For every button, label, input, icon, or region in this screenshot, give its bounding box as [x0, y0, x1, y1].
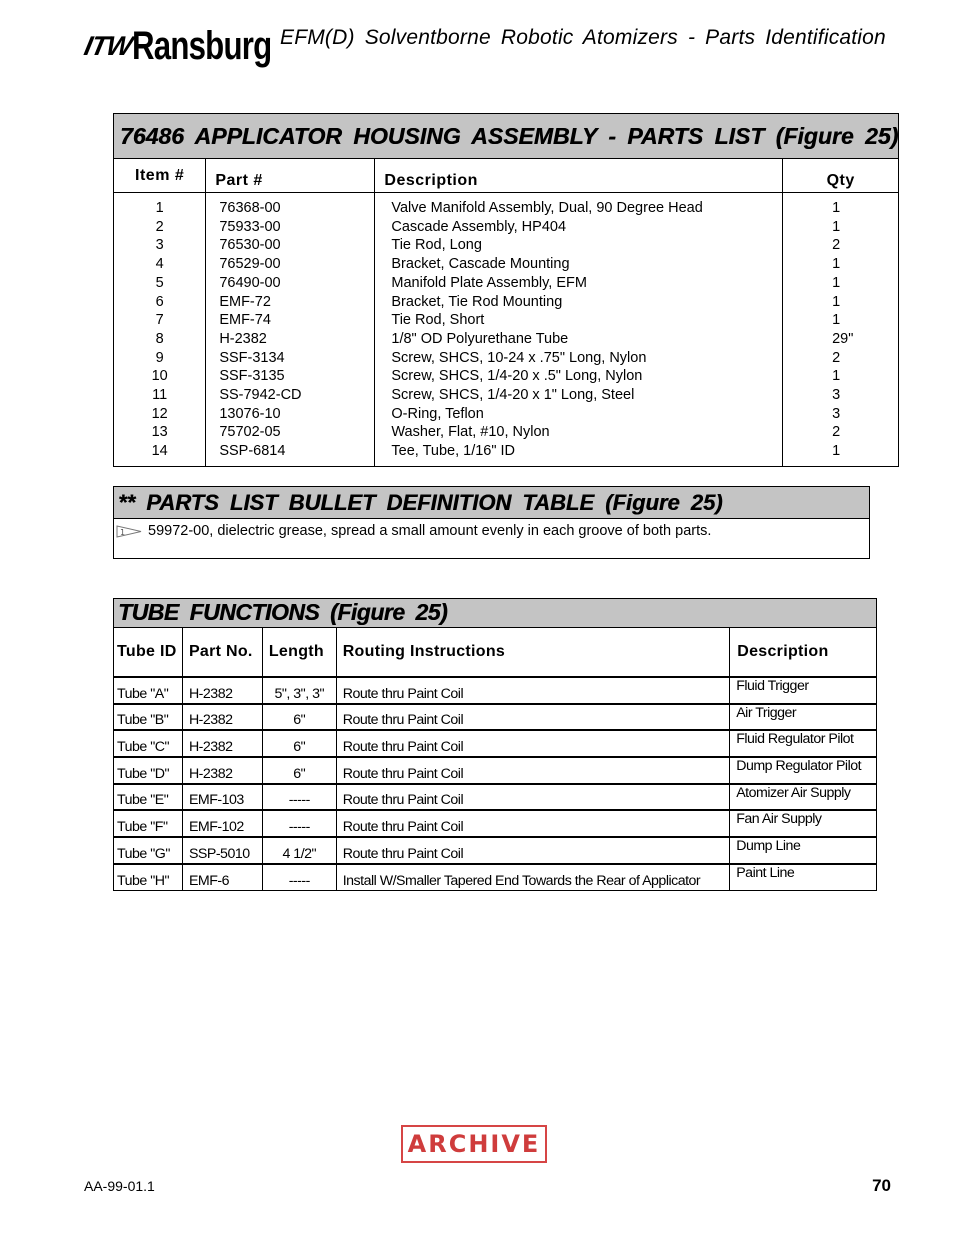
item-number: 12: [114, 405, 206, 424]
table-row: [114, 757, 877, 784]
table-row: [114, 293, 899, 312]
part-number: EMF-72: [206, 293, 375, 312]
table-row: [114, 442, 899, 466]
table-row: [114, 730, 877, 757]
bullet-note-row: [114, 519, 870, 559]
routing-instruction: Route thru Paint Coil: [336, 757, 730, 784]
logo-name: Ransburg: [132, 24, 272, 68]
quantity: 1: [832, 200, 841, 216]
routing-instruction: Route thru Paint Coil: [336, 837, 730, 864]
tube-length: 6": [262, 704, 336, 731]
part-number: 76530-00: [206, 236, 375, 255]
table-row: [114, 423, 899, 442]
item-number: 10: [114, 367, 206, 386]
quantity: 1: [832, 218, 841, 235]
parts-list-table: [113, 113, 899, 467]
quantity: 2: [832, 349, 841, 366]
part-description: O-Ring, Teflon: [375, 405, 783, 424]
part-number: 76529-00: [206, 255, 375, 274]
table-row: [114, 367, 899, 386]
part-description: Tie Rod, Long: [375, 236, 783, 255]
item-number: 4: [114, 255, 206, 274]
quantity: 1: [832, 312, 841, 329]
part-description: Bracket, Tie Rod Mounting: [375, 293, 783, 312]
quantity: 1: [832, 368, 841, 385]
table-row: [114, 864, 877, 890]
column-header-part: Part #: [206, 159, 375, 193]
tube-part-number: H-2382: [182, 730, 262, 757]
part-description: Washer, Flat, #10, Nylon: [375, 423, 783, 442]
part-number: SS-7942-CD: [206, 386, 375, 405]
routing-instruction: Route thru Paint Coil: [336, 677, 730, 704]
column-header-qty: Qty: [783, 159, 899, 193]
item-number: 11: [114, 386, 206, 405]
bullet-definition-table: [113, 486, 870, 559]
part-number: EMF-74: [206, 311, 375, 330]
tube-id: Tube "C": [114, 730, 183, 757]
quantity: 1: [832, 256, 841, 273]
part-description: Screw, SHCS, 10-24 x .75" Long, Nylon: [375, 349, 783, 368]
routing-instruction: Route thru Paint Coil: [336, 784, 730, 811]
quantity: 29": [832, 330, 854, 347]
tube-part-number: EMF-102: [182, 810, 262, 837]
bullet-table-title: ** PARTS LIST BULLET DEFINITION TABLE (Figure 25): [114, 487, 870, 519]
table-row: [114, 784, 877, 811]
item-number: 13: [114, 423, 206, 442]
tube-length: 4 1/2": [262, 837, 336, 864]
tube-id: Tube "F": [114, 810, 183, 837]
part-number: H-2382: [206, 330, 375, 349]
column-header-routing: Routing Instructions: [336, 628, 730, 678]
routing-instruction: Route thru Paint Coil: [336, 810, 730, 837]
item-number: 8: [114, 330, 206, 349]
tube-id: Tube "D": [114, 757, 183, 784]
quantity: 2: [832, 424, 841, 441]
tube-length: -----: [262, 864, 336, 890]
routing-instruction: Install W/Smaller Tapered End Towards the Rear of Applicator: [336, 864, 730, 890]
quantity: 1: [832, 293, 841, 310]
part-description: Screw, SHCS, 1/4-20 x .5" Long, Nylon: [375, 367, 783, 386]
table-row: [114, 236, 899, 255]
table-row: [114, 311, 899, 330]
item-number: 6: [114, 293, 206, 312]
item-number: 2: [114, 218, 206, 237]
item-number: 1: [114, 193, 206, 218]
document-title: EFM(D) Solventborne Robotic Atomizers - Parts Identification: [280, 26, 886, 49]
column-header-part-no: Part No.: [182, 628, 262, 678]
quantity: 1: [832, 443, 841, 460]
tube-id: Tube "E": [114, 784, 183, 811]
quantity: 3: [832, 405, 841, 422]
table-row: [114, 405, 899, 424]
tube-functions-title: TUBE FUNCTIONS (Figure 25): [114, 599, 877, 628]
tube-description: Fluid Trigger: [730, 677, 877, 704]
part-description: Manifold Plate Assembly, EFM: [375, 274, 783, 293]
tube-part-number: EMF-103: [182, 784, 262, 811]
logo-prefix: ITW: [81, 31, 135, 61]
item-number: 9: [114, 349, 206, 368]
column-header-description: Description: [375, 159, 783, 193]
part-description: Tee, Tube, 1/16" ID: [375, 442, 783, 466]
tube-id: Tube "G": [114, 837, 183, 864]
table-row: [114, 810, 877, 837]
tube-length: -----: [262, 784, 336, 811]
archive-stamp: ARCHIVE: [401, 1125, 547, 1163]
tube-id: Tube "A": [114, 677, 183, 704]
tube-description: Paint Line: [736, 864, 795, 881]
part-number: SSP-6814: [206, 442, 375, 466]
tube-description: Fan Air Supply: [730, 810, 877, 837]
table-row: [114, 330, 899, 349]
bullet-note-text: 59972-00, dielectric grease, spread a small amount evenly in each groove of both parts.: [148, 523, 712, 539]
table-row: [114, 274, 899, 293]
tube-part-number: SSP-5010: [182, 837, 262, 864]
column-header-tube-description: Description: [730, 628, 877, 678]
routing-instruction: Route thru Paint Coil: [336, 730, 730, 757]
tube-description: Dump Line: [730, 837, 877, 864]
tube-id: Tube "H": [114, 864, 183, 890]
table-row: [114, 218, 899, 237]
bullet-number: 1: [120, 528, 126, 538]
tube-functions-table: [113, 598, 877, 891]
part-number: 75702-05: [206, 423, 375, 442]
part-description: Bracket, Cascade Mounting: [375, 255, 783, 274]
item-number: 14: [114, 442, 206, 466]
tube-description: Fluid Regulator Pilot: [730, 730, 877, 757]
tube-length: -----: [262, 810, 336, 837]
part-description: Tie Rod, Short: [375, 311, 783, 330]
quantity: 2: [832, 237, 841, 254]
tube-part-number: EMF-6: [182, 864, 262, 890]
tube-part-number: H-2382: [182, 704, 262, 731]
tube-description: Dump Regulator Pilot: [730, 757, 877, 784]
part-description: Screw, SHCS, 1/4-20 x 1" Long, Steel: [375, 386, 783, 405]
part-number: 76368-00: [206, 193, 375, 218]
tube-length: 6": [262, 730, 336, 757]
part-number: 75933-00: [206, 218, 375, 237]
tube-part-number: H-2382: [182, 677, 262, 704]
part-number: SSF-3135: [206, 367, 375, 386]
column-header-tube-id: Tube ID: [114, 628, 183, 678]
part-number: SSF-3134: [206, 349, 375, 368]
part-number: 76490-00: [206, 274, 375, 293]
part-description: 1/8" OD Polyurethane Tube: [375, 330, 783, 349]
quantity: 3: [832, 387, 841, 404]
tube-id: Tube "B": [114, 704, 183, 731]
tube-description: Air Trigger: [730, 704, 877, 731]
item-number: 7: [114, 311, 206, 330]
part-description: Valve Manifold Assembly, Dual, 90 Degree Head: [375, 193, 783, 218]
table-row: [114, 837, 877, 864]
tube-length: 6": [262, 757, 336, 784]
tube-description: Atomizer Air Supply: [730, 784, 877, 811]
company-logo: [81, 18, 311, 68]
page-number: 70: [872, 1176, 891, 1195]
column-header-item: Item #: [114, 159, 206, 193]
table-row: [114, 349, 899, 368]
item-number: 5: [114, 274, 206, 293]
item-number: 3: [114, 236, 206, 255]
table-row: [114, 677, 877, 704]
table-row: [114, 255, 899, 274]
part-number: 13076-10: [206, 405, 375, 424]
table-row: [114, 193, 899, 218]
tube-part-number: H-2382: [182, 757, 262, 784]
parts-list-title: 76486 APPLICATOR HOUSING ASSEMBLY - PARTS LIST (Figure 25): [114, 114, 899, 159]
quantity: 1: [832, 274, 841, 291]
routing-instruction: Route thru Paint Coil: [336, 704, 730, 731]
triangle-flag-icon: [116, 524, 142, 538]
part-description: Cascade Assembly, HP404: [375, 218, 783, 237]
table-row: [114, 386, 899, 405]
tube-length: 5", 3", 3": [262, 677, 336, 704]
column-header-length: Length: [262, 628, 336, 678]
table-row: [114, 704, 877, 731]
document-number: AA-99-01.1: [84, 1178, 155, 1194]
